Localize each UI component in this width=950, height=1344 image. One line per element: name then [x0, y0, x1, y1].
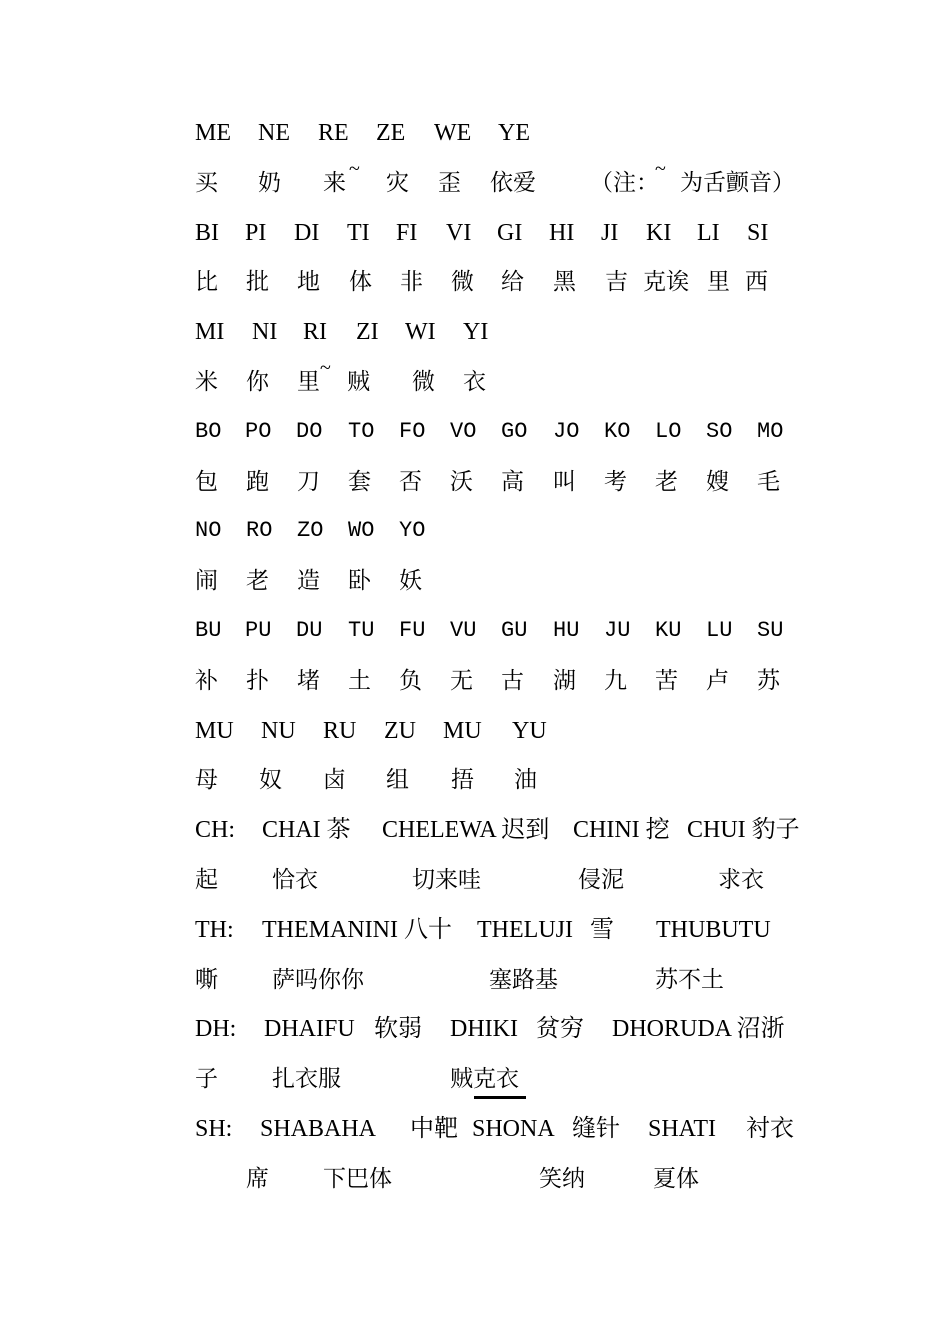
text-cell: 毛	[757, 468, 780, 495]
text-cell: 雪	[590, 916, 614, 943]
text-cell: 嫂	[706, 468, 729, 495]
text-line	[0, 755, 950, 805]
text-cell: LU	[706, 618, 733, 643]
text-cell: VU	[450, 618, 477, 643]
text-cell: THELUJI	[477, 916, 573, 943]
text-cell: 老	[246, 568, 269, 595]
text-cell: 批	[246, 269, 269, 296]
text-cell: 西	[745, 269, 768, 296]
text-line	[0, 556, 950, 606]
text-line	[0, 1154, 950, 1204]
text-cell: 体	[349, 269, 372, 296]
text-line	[0, 407, 950, 457]
text-cell: 中靶	[410, 1116, 458, 1142]
text-cell: HI	[549, 219, 575, 246]
text-cell: 湖	[553, 667, 576, 694]
text-cell: DHAIFU	[264, 1016, 355, 1043]
text-cell: RI	[303, 319, 327, 346]
text-cell: 嘶	[195, 966, 218, 993]
text-cell: 奴	[259, 767, 282, 794]
text-line	[0, 257, 950, 307]
text-cell: 贼克衣	[450, 1066, 519, 1093]
text-cell: ZO	[297, 518, 324, 544]
text-cell: 歪	[438, 169, 461, 196]
text-cell: 卤	[323, 767, 346, 794]
text-cell: DH:	[195, 1016, 237, 1043]
text-cell: 包	[195, 468, 218, 495]
text-cell: SHATI	[648, 1116, 717, 1142]
text-cell: 起	[195, 867, 218, 893]
text-line	[0, 158, 950, 208]
text-cell: 堵	[297, 667, 320, 694]
text-line	[0, 706, 950, 756]
text-cell: 高	[501, 468, 524, 495]
text-cell: 母	[195, 767, 218, 794]
text-cell: 跑	[246, 468, 269, 495]
text-cell: ZE	[376, 120, 406, 146]
text-cell: 里	[707, 269, 730, 296]
text-cell: 黑	[553, 269, 576, 296]
text-cell: 贼	[347, 369, 370, 395]
text-cell: 衣	[463, 369, 486, 395]
text-cell: KI	[646, 219, 672, 246]
text-cell: GI	[497, 219, 523, 246]
text-cell: 卧	[348, 568, 371, 595]
text-cell: 扎衣服	[272, 1066, 341, 1093]
text-cell: TH:	[195, 916, 234, 943]
text-cell: CH:	[195, 817, 236, 844]
text-line	[0, 1004, 950, 1054]
text-cell: VI	[446, 219, 472, 246]
text-cell: SU	[757, 618, 784, 643]
text-cell: SO	[706, 418, 733, 444]
text-cell: 恰衣	[272, 867, 318, 893]
underline-mark	[474, 1096, 526, 1099]
text-cell: 子	[195, 1066, 218, 1093]
text-cell: 你	[246, 369, 269, 395]
text-cell: THEMANINI 八十	[262, 916, 452, 943]
text-cell: ME	[195, 120, 231, 146]
text-cell: YE	[498, 120, 530, 146]
text-line	[0, 656, 950, 706]
text-cell: 刀	[297, 468, 320, 495]
text-cell: 依爱	[490, 169, 536, 196]
text-cell: NU	[261, 717, 296, 744]
text-cell: DU	[296, 618, 323, 643]
text-cell: 组	[386, 767, 409, 794]
text-cell: 下巴体	[323, 1165, 392, 1192]
text-line	[0, 805, 950, 855]
text-cell: 微	[412, 369, 435, 395]
text-cell: YO	[399, 518, 426, 544]
text-cell: SH:	[195, 1116, 233, 1142]
text-cell: MU	[195, 717, 234, 744]
text-cell: 无	[450, 667, 473, 694]
text-cell: CHUI 豹子	[687, 817, 800, 844]
text-line	[0, 506, 950, 556]
tilde-mark: ~	[320, 357, 331, 379]
text-cell: ZI	[356, 319, 379, 346]
text-cell: 补	[195, 667, 218, 694]
text-cell: KU	[655, 618, 682, 643]
text-cell: FO	[399, 418, 426, 444]
text-line	[0, 606, 950, 656]
text-cell: 席	[246, 1165, 269, 1192]
text-cell: SI	[747, 219, 769, 246]
text-cell: HU	[553, 618, 580, 643]
text-cell: 考	[604, 468, 627, 495]
text-cell: RO	[246, 518, 273, 544]
text-cell: 土	[348, 667, 371, 694]
text-line	[0, 1104, 950, 1154]
text-cell: LI	[697, 219, 720, 246]
text-cell: 买	[195, 169, 218, 196]
text-cell: CHAI 茶	[262, 817, 351, 844]
text-cell: TU	[348, 618, 375, 643]
text-cell: 侵泥	[578, 867, 624, 893]
text-line	[0, 457, 950, 507]
text-cell: 奶	[258, 169, 281, 196]
tilde-mark: ~	[349, 157, 360, 180]
text-cell: 给	[501, 269, 524, 296]
text-cell: ZU	[384, 717, 416, 744]
text-line	[0, 307, 950, 357]
text-cell: LO	[655, 418, 682, 444]
text-cell: 叫	[553, 468, 576, 495]
text-cell: JU	[604, 618, 631, 643]
text-line	[0, 905, 950, 955]
text-cell: PO	[245, 418, 272, 444]
text-cell: GO	[501, 418, 528, 444]
tilde-mark: ~	[655, 157, 666, 180]
text-cell: 造	[297, 568, 320, 595]
text-cell: WI	[405, 319, 436, 346]
text-cell: JO	[553, 418, 580, 444]
text-cell: 克诶	[643, 269, 689, 296]
text-cell: SHONA	[472, 1116, 555, 1142]
text-cell: CHELEWA 迟到	[382, 817, 550, 844]
text-cell: 沃	[450, 468, 473, 495]
text-cell: TO	[348, 418, 375, 444]
text-cell: 求衣	[718, 867, 764, 893]
text-cell: FU	[399, 618, 426, 643]
text-cell: 套	[348, 468, 371, 495]
text-cell: DO	[296, 418, 323, 444]
text-cell: 萨吗你你	[272, 966, 364, 993]
text-cell: PU	[245, 618, 272, 643]
text-cell: 来	[323, 169, 346, 196]
text-cell: WE	[434, 120, 472, 146]
text-cell: YI	[463, 319, 489, 346]
text-cell: 缝针	[572, 1116, 620, 1142]
text-cell: 苏不土	[655, 966, 724, 993]
text-cell: 切来哇	[412, 867, 481, 893]
text-cell: DHORUDA 沼浙	[612, 1016, 785, 1043]
text-cell: 夏体	[653, 1165, 699, 1192]
text-cell: 负	[399, 667, 422, 694]
text-line	[0, 208, 950, 258]
text-cell: 老	[655, 468, 678, 495]
text-line	[0, 357, 950, 407]
text-cell: 地	[297, 269, 320, 296]
text-cell: 油	[514, 767, 537, 794]
text-cell: 米	[195, 369, 218, 395]
text-cell: 苦	[655, 667, 678, 694]
text-cell: RU	[323, 717, 357, 744]
text-cell: FI	[396, 219, 418, 246]
text-cell: DI	[294, 219, 320, 246]
text-cell: 苏	[757, 667, 780, 694]
text-line	[0, 855, 950, 905]
text-cell: NE	[258, 120, 290, 146]
text-cell: 非	[400, 269, 423, 296]
text-cell: 九	[604, 667, 627, 694]
text-line	[0, 955, 950, 1005]
text-cell: 为舌颤音）	[680, 169, 795, 196]
text-cell: 妖	[399, 568, 422, 595]
text-cell: BI	[195, 219, 219, 246]
text-cell: 比	[195, 269, 218, 296]
text-cell: DHIKI	[450, 1016, 518, 1043]
text-cell: YU	[512, 717, 547, 744]
text-cell: KO	[604, 418, 631, 444]
text-cell: （注：	[590, 169, 659, 196]
text-cell: 衬衣	[746, 1116, 794, 1142]
text-cell: 塞路基	[489, 966, 558, 993]
text-cell: 微	[451, 269, 474, 296]
text-cell: 里	[297, 369, 320, 395]
text-cell: 吉	[605, 269, 628, 296]
text-cell: 否	[399, 468, 422, 495]
text-cell: NO	[195, 518, 222, 544]
text-cell: 捂	[451, 767, 474, 794]
text-cell: SHABAHA	[260, 1116, 377, 1142]
text-cell: TI	[347, 219, 370, 246]
text-cell: JI	[601, 219, 619, 246]
text-cell: RE	[318, 120, 349, 146]
text-cell: THUBUTU	[656, 916, 771, 943]
text-cell: NI	[252, 319, 278, 346]
text-cell: VO	[450, 418, 477, 444]
text-cell: WO	[348, 518, 375, 544]
text-cell: 闹	[195, 568, 218, 595]
text-cell: 卢	[706, 667, 729, 694]
text-cell: CHINI 挖	[573, 817, 670, 844]
text-cell: MU	[443, 717, 482, 744]
text-cell: PI	[245, 219, 267, 246]
text-cell: 笑纳	[539, 1165, 585, 1192]
text-line	[0, 108, 950, 158]
text-cell: MO	[757, 418, 784, 444]
text-cell: 灾	[386, 169, 409, 196]
text-cell: 贫穷	[536, 1016, 584, 1043]
text-cell: 古	[501, 667, 524, 694]
text-cell: BO	[195, 418, 222, 444]
text-cell: BU	[195, 618, 222, 643]
text-cell: 扑	[246, 667, 269, 694]
text-cell: 软弱	[374, 1016, 422, 1043]
text-cell: MI	[195, 319, 225, 346]
text-cell: GU	[501, 618, 528, 643]
